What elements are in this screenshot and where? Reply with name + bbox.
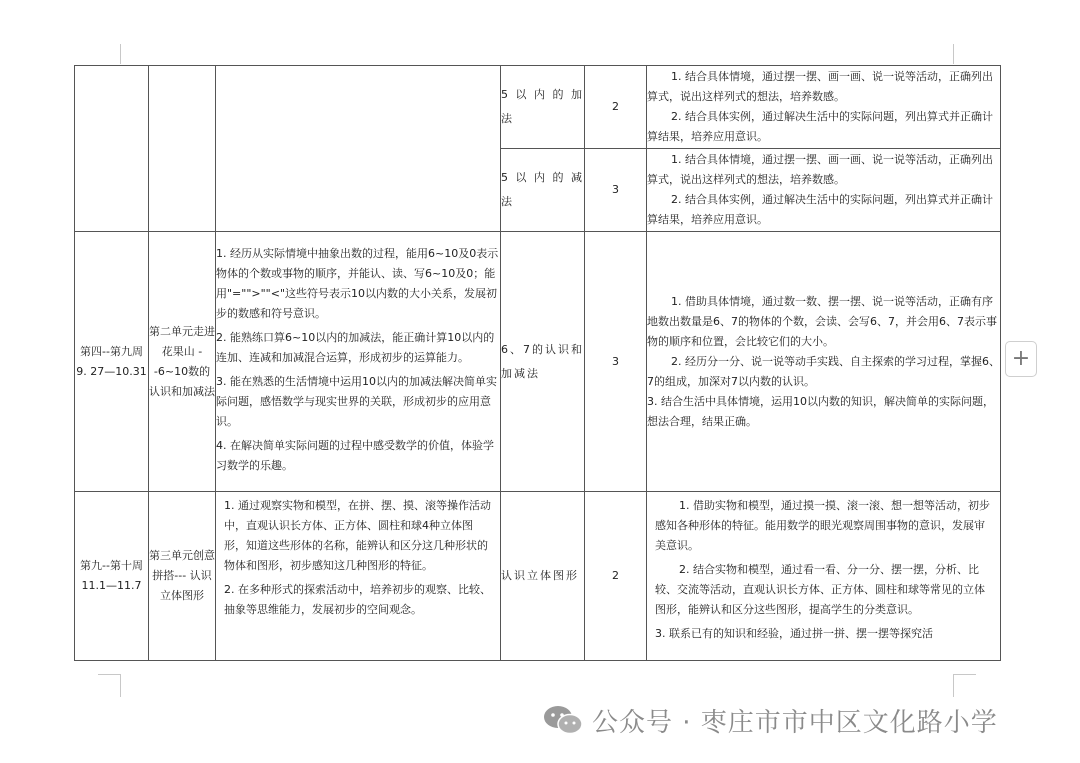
goal-text: 2. 能熟练口算6~10以内的加减法，能正确计算10以内的连加、连减和加减混合运算，形成初步的运算能力。 [216, 330, 495, 364]
lesson-cell: 5 以 内 的 减 法 [501, 149, 585, 232]
wechat-icon [542, 704, 584, 736]
target-text: 1. 借助具体情境，通过数一数、摆一摆、说一说等活动，正确有序地数出数量是6、7的物体的个数，会读、会写6、7，并会用6、7表示事物的顺序和位置，会比较它们的大小。 [647, 294, 997, 348]
target-text: 1. 结合具体情境，通过摆一摆、画一画、说一说等活动，正确列出算式，说出这样列式的想法，培养数感。 [647, 70, 993, 103]
unit-cell: 第三单元创意拼搭--- 认识 立体图形 [149, 492, 216, 661]
goal-cell [216, 66, 501, 232]
crop-mark [120, 44, 121, 64]
watermark [542, 700, 998, 740]
table-row [75, 66, 1001, 149]
unit-cell [149, 66, 216, 232]
goal-text: 2. 在多种形式的探索活动中，培养初步的观察、比较、抽象等思维能力，发展初步的空间观念。 [224, 583, 491, 616]
add-button[interactable]: + [1005, 341, 1037, 377]
crop-mark [953, 44, 954, 64]
goal-cell [216, 492, 501, 661]
target-text-box [647, 492, 1000, 660]
hours-cell: 2 [585, 492, 647, 661]
goal-text: 1. 通过观察实物和模型，在拼、摆、摸、滚等操作活动中，直观认识长方体、正方体、圆柱和球4种立体图形，知道这些形体的名称，能辨认和区分这几种形状的物体和图形，初步感知这几种图形的特征。 [224, 499, 491, 572]
crop-mark [98, 674, 121, 697]
week-cell: 第九--第十周11.1—11.7 [75, 492, 149, 661]
table-row [75, 232, 1001, 492]
target-text: 1. 结合具体情境，通过摆一摆、画一画、说一说等活动，正确列出算式，说出这样列式的想法，培养数感。 [647, 153, 993, 186]
target-cell [647, 149, 1001, 232]
target-text: 1. 借助实物和模型，通过摸一摸、滚一滚、想一想等活动，初步感知各种形体的特征。能用数学的眼光观察周围事物的意识，发展审美意识。 [655, 499, 990, 552]
target-text: 2. 结合具体实例，通过解决生活中的实际问题，列出算式并正确计算结果，培养应用意识。 [647, 110, 993, 143]
target-text: 2. 结合实物和模型，通过看一看、分一分、摆一摆，分析、比较、交流等活动，直观认识长方体、正方体、圆柱和球等常见的立体图形，能辨认和区分这些图形，提高学生的分类意识。 [655, 563, 985, 616]
goal-text: 3. 能在熟悉的生活情境中运用10以内的加减法解决简单实际问题，感悟数学与现实世界的关联，形成初步的应用意识。 [216, 374, 497, 428]
lesson-cell: 6、7的认识和加减法 [501, 232, 585, 492]
unit-cell: 第二单元走进花果山 --6~10数的认识和加减法 [149, 232, 216, 492]
target-cell [647, 232, 1001, 492]
target-cell [647, 492, 1001, 661]
hours-cell: 3 [585, 149, 647, 232]
week-cell: 第四--第九周9. 27—10.31 [75, 232, 149, 492]
target-text: 3. 结合生活中具体情境，运用10以内数的知识，解决简单的实际问题，想法合理，结果正确。 [647, 394, 994, 428]
lesson-cell: 5 以 内 的 加 法 [501, 66, 585, 149]
target-text: 2. 经历分一分、说一说等动手实践、自主探索的学习过程，掌握6、7的组成，加深对7以内数的认识。 [647, 354, 1000, 388]
hours-cell: 3 [585, 232, 647, 492]
teaching-plan-table [74, 65, 1001, 661]
target-text: 3. 联系已有的知识和经验，通过拼一拼、摆一摆等探究活 [655, 627, 933, 640]
target-cell [647, 66, 1001, 149]
goal-cell [216, 232, 501, 492]
table-row [75, 492, 1001, 661]
crop-mark [953, 674, 976, 697]
hours-cell: 2 [585, 66, 647, 149]
week-cell [75, 66, 149, 232]
goal-text-box [216, 492, 500, 660]
goal-text: 4. 在解决简单实际问题的过程中感受数学的价值，体验学习数学的乐趣。 [216, 438, 494, 472]
watermark-text: 公众号 · 枣庄市市中区文化路小学 [592, 707, 998, 738]
lesson-cell: 认识立体图形 [501, 492, 585, 661]
goal-text: 1. 经历从实际情境中抽象出数的过程，能用6~10及0表示物体的个数或事物的顺序，并能认、读、写6~10及0；能用"="">""<"这些符号表示10以内数的大小关系，发展初步的数感和符号意识。 [216, 246, 499, 320]
target-text: 2. 结合具体实例，通过解决生活中的实际问题，列出算式并正确计算结果，培养应用意识。 [647, 193, 993, 226]
